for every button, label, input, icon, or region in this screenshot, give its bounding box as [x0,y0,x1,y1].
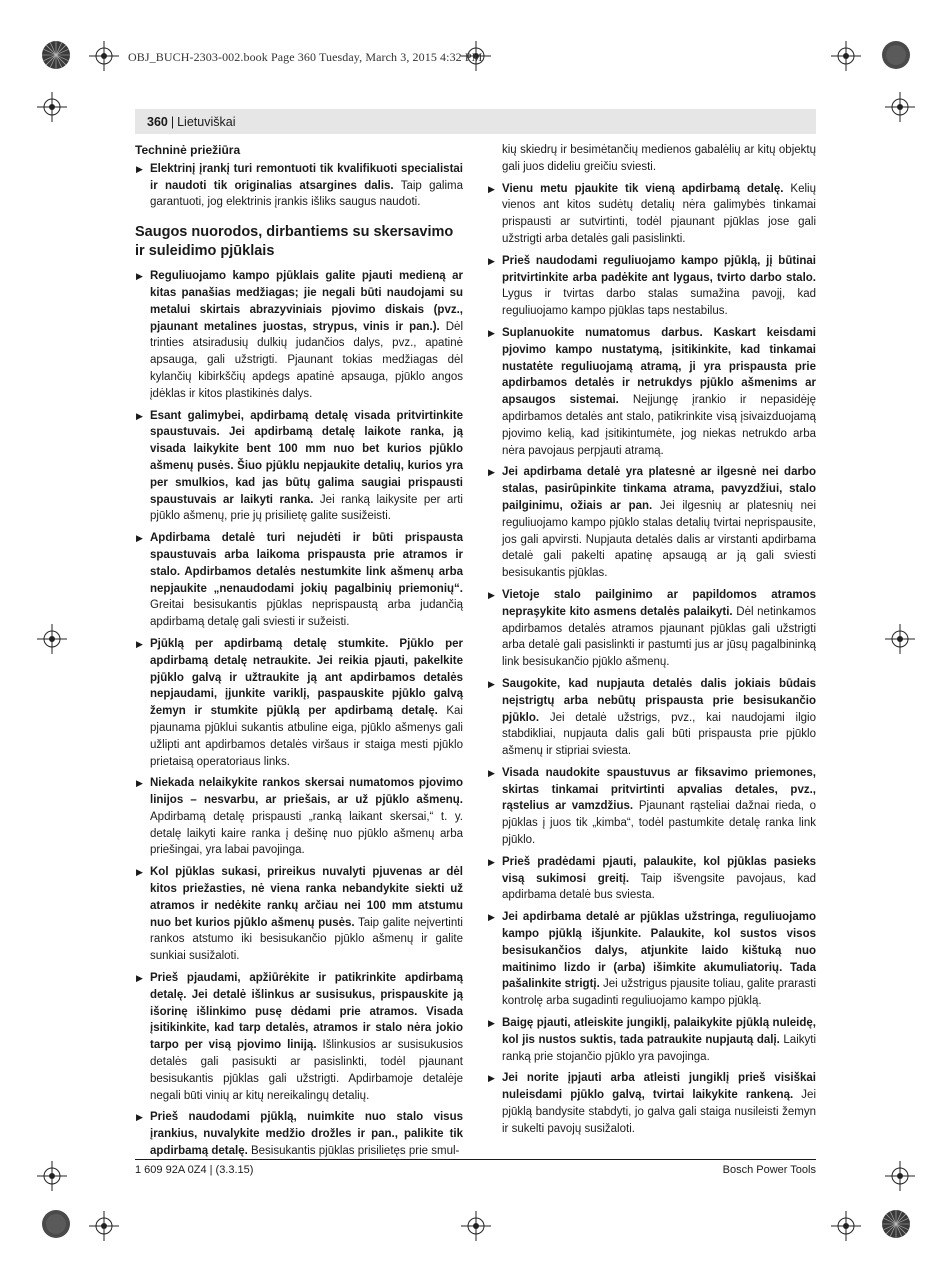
item-body-text: Taip išvengsite pavojaus, kad apdirbama detalė bus sviesta. [502,872,817,902]
list-item [135,864,463,965]
item-bold-text: Suplanuokite numatomus darbus. Kaskart keisdami pjovimo kampo nustatymą, įsitikinkite, kad tinkamai nustatėte reguliuojamą atramą, ji yra prispausta prie apdirbamos detalės ir netrukdys pjūklo ašmenims ar apsaugos sistemai. [502,326,816,407]
item-body-text: Lygus ir tvirtas darbo stalas sumažina pavojį, kad reguliuojamo kampo pjūklas taps nestabilus. [502,288,816,318]
crosshair-mark-right-lower [885,1161,915,1191]
item-body-text: Kelių vienos ant kitos sudėtų detalių nėra galimybės tinkamai prispausti ar sutvirtinti, todėl pjaunant pjūklas jose gali užstrigti arba detalės gali pasislinkti. [502,182,816,245]
item-bold-text: Vienu metu pjaukite tik vieną apdirbamą detalę. [502,182,784,195]
page-number: 360 [147,114,168,129]
section-heading-safety: Saugos nuorodos, dirbantiems su skersavimo ir suleidimo pjūklais [135,224,454,260]
registration-disc-top-left [41,40,71,70]
item-bold-text: Esant galimybei, apdirbamą detalę visada pritvirtinkite spaustuvais. Jei apdirbamą detalę laikote ranka, ją visada laikykite bent 100 mm nuo bet kurios pjūklo ašmenų pusės. Šiuo pjūklu nepjaukite detalių, kurios yra per smulkios, kad jas būtų galima saugiai prispausti spaustuvais ar laikyti ranka. [150,409,463,506]
bullet-arrow-icon: ▶ [136,778,143,789]
item-body-text: Laikyti ranką prie stojančio pjūklo yra pavojinga. [502,1033,816,1063]
registration-disc-bottom-left [41,1209,71,1239]
item-bold-text: Pjūklą per apdirbamą detalę stumkite. Pjūklo per apdirbamą detalę netraukite. Jei reikia pjauti, pakelkite pjūklo galvą ir užtraukite ją ant apdirbamos detalės nepjaudami, įjunkite variklį, paspauskite pjūklo galvą žemyn ir stumkite pjūklą per apdirbamą detalę. [150,637,463,718]
list-item [487,909,816,1010]
safety-list-left [135,268,463,1160]
item-bold-text: Reguliuojamo kampo pjūklais galite pjauti medieną ar kitas panašias medžiagas; jie negali būti naudojami su metalui skirtais abrazyviniais pjovimo diskais (pvz., pjaunant metalines juostas, strypus, vinis ir pan.). [150,270,463,333]
list-item [487,1015,816,1065]
item-body-text: Neįjungę įrankio ir nepasidėję apdirbamos detalės ant stalo, patikrinkite visą įsivaizduojamą pjovimo kelią, kad įsitikintumėte, jog niekas netrukdo arba nėra pavojaus perpjauti atramą. [502,394,816,457]
bullet-arrow-icon: ▶ [488,255,495,266]
list-item [135,268,463,402]
bullet-arrow-icon: ▶ [488,589,495,600]
item-body-text: Besisukantis pjūklas prisilietęs prie smul- [247,1145,460,1158]
item-body-text: Dėl netinkamos apdirbamos detalės atramos pjaunant pjūklas gali užstrigti arba detalė gali pasislinkti ir pastumti jus ar jūsų pagalbininką link besisukančio pjūklo ašmenų. [502,605,816,669]
header-separator: | [170,114,175,129]
item-body-text: Jei ilgesnių ar platesnių nei reguliuojamo kampo pjūklo stalas detalių tvirtai neprispausite, jos gali apvirsti. Nupjauta detalės dalis ar virstanti apdirbama detalė gali pakelti apatinę apsaugą ar ją gali sviesti besisukantis pjūklas. [502,499,817,580]
footer-doc-code: 1 609 92A 0Z4 | (3.3.15) [135,1164,254,1176]
list-item [135,408,463,526]
crosshair-mark-left-lower [37,1161,67,1191]
bullet-arrow-icon: ▶ [488,856,495,867]
bullet-arrow-icon: ▶ [136,638,143,649]
bullet-arrow-icon: ▶ [488,1073,495,1084]
bullet-arrow-icon: ▶ [136,271,143,282]
item-bold-text: Jei norite įpjauti arba atleisti jungiklį prieš visiškai nuleisdami pjūklo galvą, tvirtai laikykite rankeną. [502,1072,816,1102]
list-item [135,970,463,1104]
item-bold-text: Prieš pradėdami pjauti, palaukite, kol pjūklas pasieks visą sukimosi greitį. [502,855,816,885]
list-item [487,253,816,320]
page-header [135,109,816,134]
crosshair-mark-right-upper [885,92,915,122]
list-item [487,587,816,671]
list-item [487,854,816,904]
bullet-arrow-icon: ▶ [136,973,143,984]
crosshair-mark-bottom-right [831,1211,861,1241]
item-bold-text: Jei apdirbama detalė ar pjūklas užstringa, reguliuojamo kampo pjūklą išjunkite. Palaukite, kol sustos visos besisukančios dalys, atjunkite laido kištuką nuo maitinimo lizdo ir (arba) išimkite akumuliatorių. Tada pašalinkite strigtį. [502,911,816,991]
item-body-text: Jei ranką laikysite per arti pjūklo ašmenų, prie jų prisilietę galite susižeisti. [150,493,463,523]
item-body-text: Dėl trinties atsiradusių dulkių judančios dalys, pvz., apatinė apsauga, gali užstrigti. Pjaunant tokias medžiagas dėl kylančių kibirkščių apdegs apatinė apsauga, pjūklo angos įdėklas ir kitos plastikinės dalys. [150,320,463,400]
footer-rule [135,1159,816,1160]
bullet-arrow-icon: ▶ [136,533,143,544]
crosshair-mark-top-right [831,41,861,71]
item-body-text: Greitai besisukantis pjūklas neprispaustą arba judančią apdirbamą detalę gali sviesti ir sužeisti. [150,599,463,629]
right-column [487,142,816,1143]
item-bold-text: Kol pjūklas sukasi, prireikus nuvalyti pjuvenas ar dėl kitos priežasties, nė viena ranka nebandykite siekti už atramos ir nedėkite rankų arčiau nei 100 mm atstumu nuo bet kurios pjūklo ašmenų pusės. [150,866,463,929]
item-body-text: Jei užstrigus pjausite toliau, galite prarasti kontrolę arba sugadinti reguliuojamo kampo pjūklą. [502,978,816,1008]
registration-disc-top-right [881,40,911,70]
section-title-maintenance: Techninė priežiūra [135,143,241,157]
item-body-text: Taip galima garantuoti, jog elektrinis įrankis išliks saugus naudoti. [150,179,463,209]
item-bold-text: Apdirbama detalė turi nejudėti ir būti prispausta spaustuvais arba laikoma prispausta prie atramos ir stalo. Apdirbamos detalės nestumkite link ašmenų arba nepjaukite „nenaudodami jokių pagalbinių priemonių“. [150,532,463,595]
list-item [135,1109,463,1159]
item-bold-text: Visada naudokite spaustuvus ar fiksavimo priemones, skirtas tinkamai pritvirtinti apvalias detales, pvz., rąstelius ar vamzdžius. [502,766,816,813]
print-slug: OBJ_BUCH-2303-002.book Page 360 Tuesday, March 3, 2015 4:32 PM [128,50,483,64]
list-item [487,765,816,849]
item-bold-text: Saugokite, kad nupjauta detalės dalis jokiais būdais neįstrigtų arba nebūtų prispausta prie besisukančio pjūklo. [502,677,816,724]
item-body-text: Jei detalė užstrigs, pvz., kai naudojami ilgio stabdikliai, nupjauta dalis gali būti prispausta prie pjūklo ašmenų ir stipriai sviesta. [502,711,816,758]
item-body-text: Taip galite neįvertinti rankos atstumo iki besisukančio pjūklo ašmenų ir galite sunkiai susižaloti. [150,916,463,963]
bullet-arrow-icon: ▶ [136,163,143,174]
bullet-arrow-icon: ▶ [488,1018,495,1029]
item-body-text: Pjaunant rąsteliai dažnai rieda, o pjūklas į juos tik „kimba“, todėl pastumkite detalę ranka link pjūklo. [502,800,816,847]
crosshair-mark-bottom-center [461,1211,491,1241]
crosshair-mark-right-middle [885,624,915,654]
footer-brand: Bosch Power Tools [722,1164,816,1176]
bullet-arrow-icon: ▶ [488,183,495,194]
bullet-arrow-icon: ▶ [136,410,143,421]
bullet-arrow-icon: ▶ [488,467,495,478]
crosshair-mark-bottom-left [89,1211,119,1241]
item-body-text: Jei pjūklą bandysite stabdyti, jo galva gali staiga nusileisti žemyn ir sukelti pavojų susižaloti. [502,1089,816,1135]
header-language: Lietuviškai [177,114,236,129]
bullet-arrow-icon: ▶ [136,1112,143,1123]
item-bold-text: Jei apdirbama detalė yra platesnė ar ilgesnė nei darbo stalas, pasirūpinkite tinkama atrama, pavyzdžiui, stalo pailginimu, ožiais ar pan. [502,466,816,512]
bullet-arrow-icon: ▶ [136,867,143,878]
safety-list-right [487,181,816,1138]
crosshair-mark-top-left [89,41,119,71]
item-bold-text: Elektrinį įrankį turi remontuoti tik kvalifikuoti specialistai ir naudoti tik originalias atsargines dalis. [150,162,463,192]
continued-paragraph: kių skiedrų ir besimėtančių medienos gabalėlių ar kitų objektų gali juos dideliu greičiu sviesti. [502,144,816,173]
list-item [487,464,816,582]
item-bold-text: Prieš naudodami pjūklą, nuimkite nuo stalo visus įrankius, nuvalykite medžio drožles ir pan., palikite tik apdirbamą detalę. [150,1111,463,1158]
list-item [487,325,816,459]
left-column [135,142,463,1165]
bullet-arrow-icon: ▶ [488,767,495,778]
list-item [487,1070,816,1137]
item-body-text: Kai pjaunama pjūklui sukantis atbuline eiga, pjūklo ašmenys gali užlipti ant apdirbamos detalės viršaus ir staiga mesti pjūklo prietaisą operatoriaus links. [150,705,463,768]
list-item [135,161,463,211]
item-body-text: Apdirbamą detalę prispausti „ranką laikant skersai,“ t. y. detalę laikyti kaire ranka į dešinę nuo pjūklo ašmenų arba priešingai, yra labai pavojinga. [150,810,463,857]
item-bold-text: Niekada nelaikykite rankos skersai numatomos pjovimo linijos – nesvarbu, ar priešais, ar už pjūklo ašmenų. [150,777,463,807]
item-bold-text: Prieš naudodami reguliuojamo kampo pjūklą, jį būtinai pritvirtinkite arba padėkite ant lygaus, tvirto darbo stalo. [502,254,816,284]
item-bold-text: Vietoje stalo pailginimo ar papildomos atramos nepraşykite kito asmens detalės palaikyti. [502,588,816,618]
crosshair-mark-left-middle [37,624,67,654]
list-item [487,181,816,248]
registration-disc-bottom-right [881,1209,911,1239]
maintenance-list [135,161,463,211]
list-item [135,636,463,770]
item-bold-text: Baigę pjauti, atleiskite jungiklį, palaikykite pjūklą nuleidę, kol jis nustos suktis, tada patraukite nupjautą dalį. [502,1017,816,1046]
list-item [135,530,463,631]
list-item [487,676,816,760]
list-item [135,775,463,859]
bullet-arrow-icon: ▶ [488,912,495,923]
bullet-arrow-icon: ▶ [488,327,495,338]
bullet-arrow-icon: ▶ [488,678,495,689]
item-bold-text: Prieš pjaudami, apžiūrėkite ir patikrinkite apdirbamą detalę. Jei detalė išlinkus ar susisukus, prispauskite ją išorinę išlinkimo pusę dėdami prie atramos. Visada įsitikinkite, kad tarp detalės, atramos ir stalo nėra jokio tarpo per visą pjovimo liniją. [150,972,463,1052]
item-body-text: Išlinkusios ar susisukusios detalės gali pasisukti ar pasislinkti, todėl pjaunant besisukantis pjūklas gali užstrigti. Apdirbamoje detalėje negali būti vinių ar kitų nereikalingų detalių. [150,1039,463,1102]
crosshair-mark-left-upper [37,92,67,122]
